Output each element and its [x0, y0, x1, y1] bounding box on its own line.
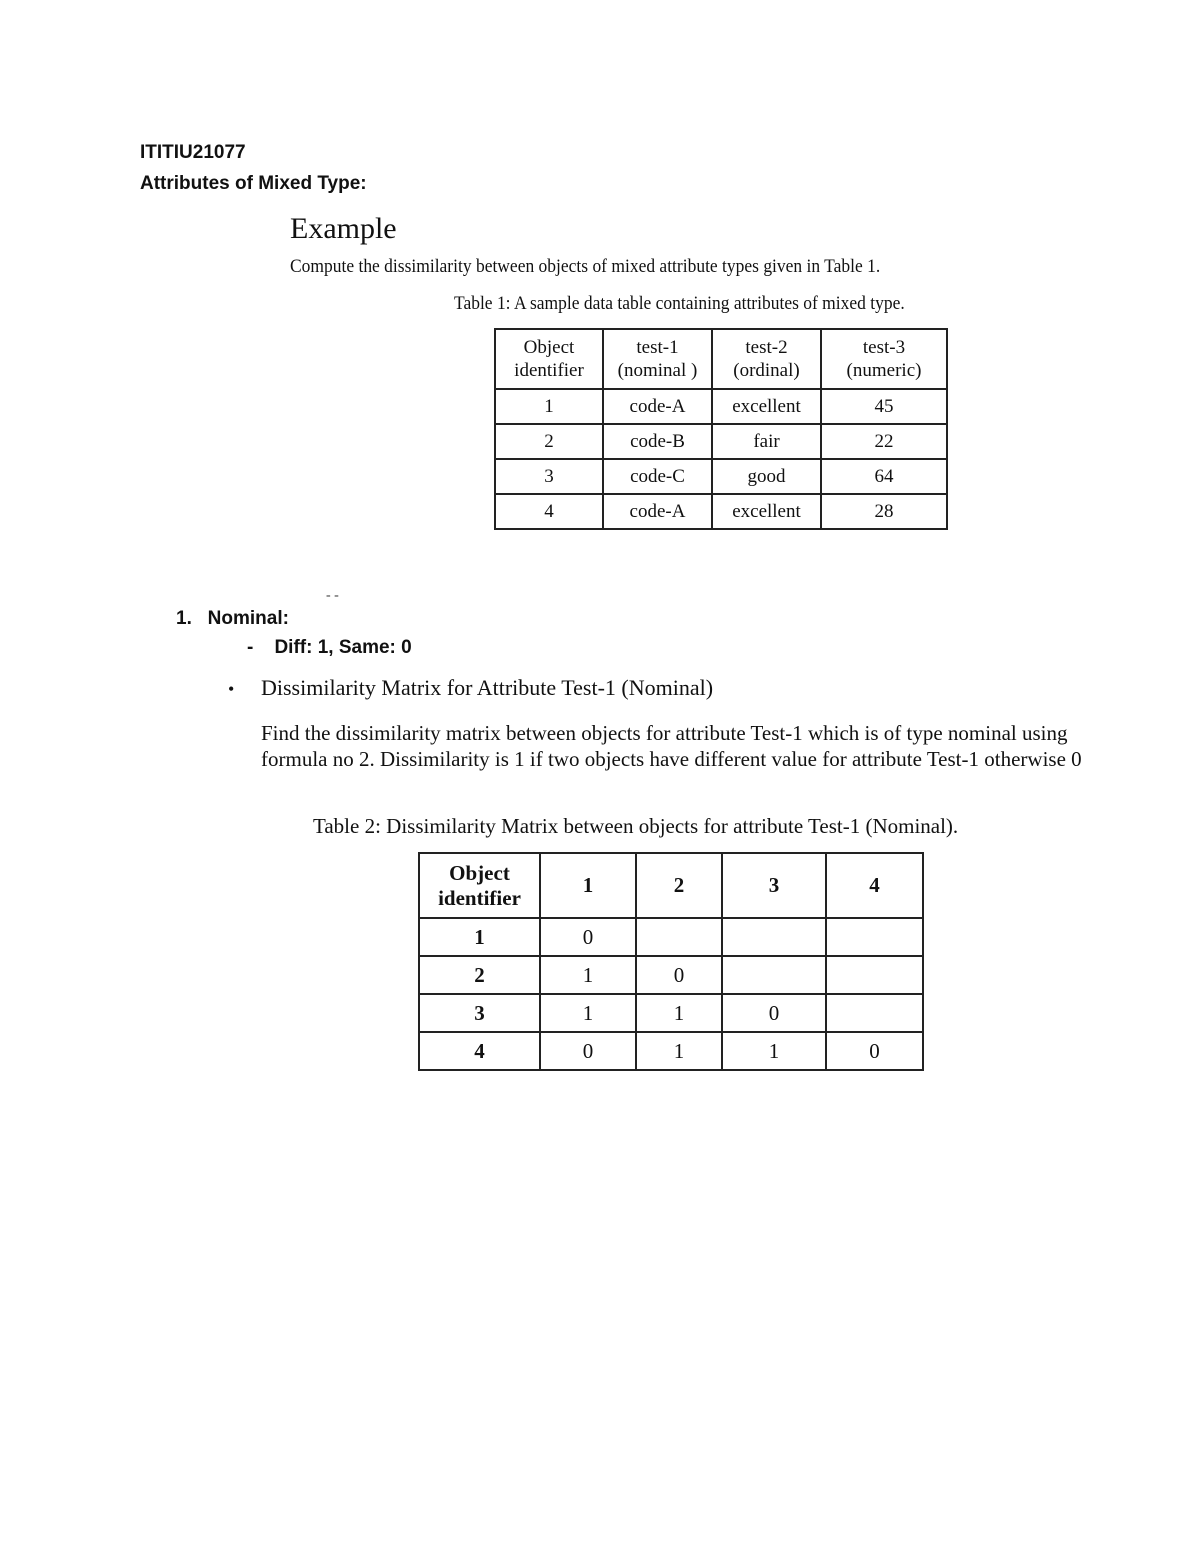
bullet-icon: • [228, 679, 235, 699]
table1-header-test2: test-2 (ordinal) [712, 329, 821, 389]
table2-header-col: 1 [540, 853, 636, 918]
table1-header-row [495, 329, 947, 389]
table2-header-row [419, 853, 923, 918]
table1-header-object: Object identifier [495, 329, 603, 389]
table-cell: 0 [636, 956, 722, 994]
table-row [419, 918, 923, 956]
table-row [495, 494, 947, 529]
table1-caption: Table 1: A sample data table containing attributes of mixed type. [454, 293, 905, 314]
table2-header-col: 2 [636, 853, 722, 918]
table-cell [826, 918, 923, 956]
row-label: 2 [419, 956, 540, 994]
table-cell: 4 [495, 494, 603, 529]
section-title: Attributes of Mixed Type: [140, 173, 367, 194]
table-row [495, 389, 947, 424]
table-cell [722, 956, 826, 994]
mixed-attribute-table [494, 328, 948, 530]
table-cell [722, 918, 826, 956]
matrix-heading: Dissimilarity Matrix for Attribute Test-1 (Nominal) [261, 675, 714, 700]
table1-header-test1: test-1 (nominal ) [603, 329, 712, 389]
table-cell [636, 918, 722, 956]
table-cell: 1 [495, 389, 603, 424]
stray-marks: - - [326, 588, 339, 603]
matrix-description: Find the dissimilarity matrix between objects for attribute Test-1 which is of type nominal using formula no 2. Dissimilarity is 1 if two objects have different value for attribute Test-1 otherwise 0 [261, 721, 1084, 771]
table-cell: 64 [821, 459, 947, 494]
table-cell: 1 [722, 1032, 826, 1070]
row-label: 3 [419, 994, 540, 1032]
table-row [495, 459, 947, 494]
table1-header-test3: test-3 (numeric) [821, 329, 947, 389]
table-cell: excellent [712, 389, 821, 424]
table-cell: good [712, 459, 821, 494]
table-cell [826, 956, 923, 994]
table-cell: excellent [712, 494, 821, 529]
example-prompt: Compute the dissimilarity between objects of mixed attribute types given in Table 1. [290, 256, 881, 277]
table2-header-col: 3 [722, 853, 826, 918]
table-cell: 1 [636, 1032, 722, 1070]
table-cell: 0 [540, 1032, 636, 1070]
row-label: 4 [419, 1032, 540, 1070]
table-cell: code-B [603, 424, 712, 459]
table-row [419, 994, 923, 1032]
table-row [419, 1032, 923, 1070]
dissimilarity-matrix-table [418, 852, 924, 1071]
table2-header-object: Object identifier [419, 853, 540, 918]
table-cell: 1 [540, 994, 636, 1032]
table-cell: 28 [821, 494, 947, 529]
table2-header-col: 4 [826, 853, 923, 918]
table-cell: 0 [826, 1032, 923, 1070]
table2-caption: Table 2: Dissimilarity Matrix between objects for attribute Test-1 (Nominal). [313, 814, 959, 838]
table-cell: 2 [495, 424, 603, 459]
student-id: ITITIU21077 [140, 142, 246, 163]
row-label: 1 [419, 918, 540, 956]
table-row [495, 424, 947, 459]
table-cell: 0 [540, 918, 636, 956]
table-cell: 0 [722, 994, 826, 1032]
table-cell: 22 [821, 424, 947, 459]
table-cell: code-C [603, 459, 712, 494]
table-cell: 45 [821, 389, 947, 424]
table-cell: code-A [603, 494, 712, 529]
table-cell: 1 [540, 956, 636, 994]
table-cell: 1 [636, 994, 722, 1032]
nominal-rule: - Diff: 1, Same: 0 [247, 637, 412, 658]
table-cell: 3 [495, 459, 603, 494]
example-title: Example [290, 212, 397, 245]
table-cell [826, 994, 923, 1032]
table-cell: fair [712, 424, 821, 459]
table-row [419, 956, 923, 994]
nominal-heading: 1. Nominal: [176, 608, 289, 629]
table-cell: code-A [603, 389, 712, 424]
